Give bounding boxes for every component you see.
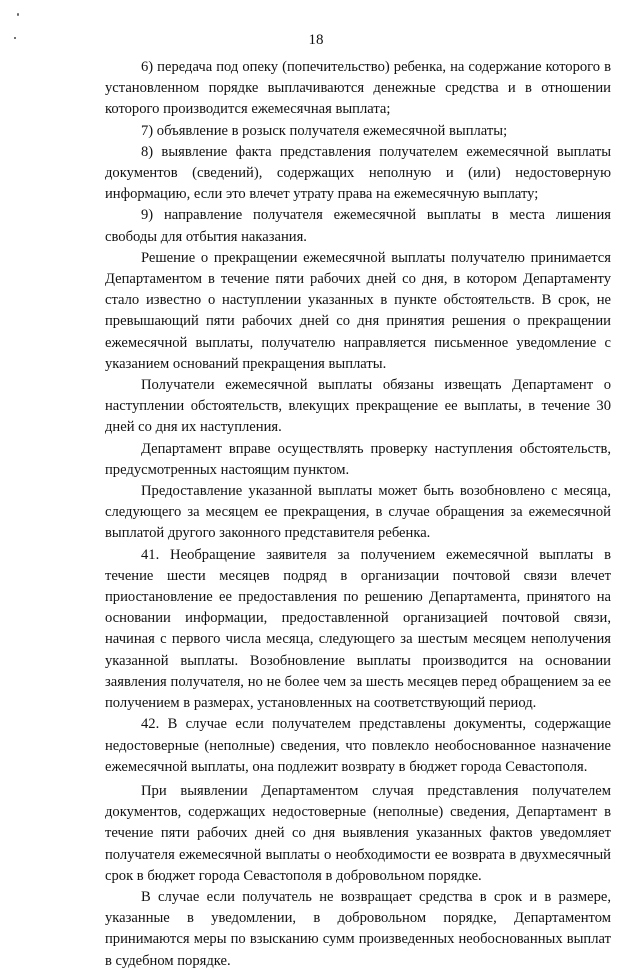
paragraph: Предоставление указанной выплаты может быть возобновлено с месяца, следующего за месяцем ее прекращения, в случае обращения за ежемесячной выплатой другого законного представителя ребенка. bbox=[105, 483, 611, 542]
paragraph: 7) объявление в розыск получателя ежемесячной выплаты; bbox=[141, 122, 508, 139]
page-number: 18 bbox=[308, 32, 324, 48]
paragraph: Получатели ежемесячной выплаты обязаны извещать Департамент о наступлении обстоятельств, влекущих прекращение ее выплаты, в течение 30 дней со дня их наступления. bbox=[105, 377, 611, 436]
document-body bbox=[105, 57, 611, 972]
paragraph: 8) выявление факта представления получателем ежемесячной выплаты документов (сведений), содержащих неполную и (или) недостоверную информацию, если это влечет утрату права на ежемесячную выплату; bbox=[105, 143, 611, 203]
paragraph: Решение о прекращении ежемесячной выплаты получателю принимается Департаментом в течение пяти рабочих дней со дня, в котором Департаменту стало известно о наступлении указанных в пункте обстоятельств. В срок, не превышающий пяти рабочих дней со дня принятия решения о прекращении ежемесячной выплаты, получателю направляется письменное уведомление с указанием оснований прекращения выплаты. bbox=[105, 249, 611, 372]
paragraph: 41. Необращение заявителя за получением ежемесячной выплаты в течение шести месяцев подряд в организации почтовой связи влечет приостановление ее предоставления по решению Департамента, принятого на основании информации, предоставленной организацией почтовой связи, начиная с первого числа месяца, следующего за шестым месяцем неполучения указанной выплаты. Возобновление выплаты производится на основании заявления получателя, но не более чем за шесть месяцев перед обращением за ее получением в размерах, установленных на соответствующий период. bbox=[105, 546, 611, 712]
paragraph: 42. В случае если получателем представлены документы, содержащие недостоверные (неполные) сведения, что повлекло необоснованное назначение ежемесячной выплаты, она подлежит возврату в бюджет города Севастополя. bbox=[105, 716, 611, 775]
paragraph: 6) передача под опеку (попечительство) ребенка, на содержание которого в установленном порядке выплачиваются денежные средства и в отношении которого производится ежемесячная выплата; bbox=[105, 59, 611, 118]
paragraph: В случае если получатель не возвращает средства в срок и в размере, указанные в уведомлении, в добровольном порядке, Департаментом принимаются меры по взысканию сумм произведенных необоснованных выплат в судебном порядке. bbox=[105, 888, 611, 969]
paragraph: 9) направление получателя ежемесячной выплаты в места лишения свободы для отбытия наказания. bbox=[105, 207, 611, 245]
paragraph: Департамент вправе осуществлять проверку наступления обстоятельств, предусмотренных настоящим пунктом. bbox=[105, 440, 611, 478]
scan-speck bbox=[17, 13, 19, 16]
paragraph: При выявлении Департаментом случая представления получателем документов, содержащих недостоверные (неполные) сведения, Департамент в течение пяти рабочих дней со дня выявления указанных фактов уведомляет получателя ежемесячной выплаты о необходимости ее возврата в двухмесячный срок в бюджет города Севастополя в добровольном порядке. bbox=[105, 782, 611, 884]
